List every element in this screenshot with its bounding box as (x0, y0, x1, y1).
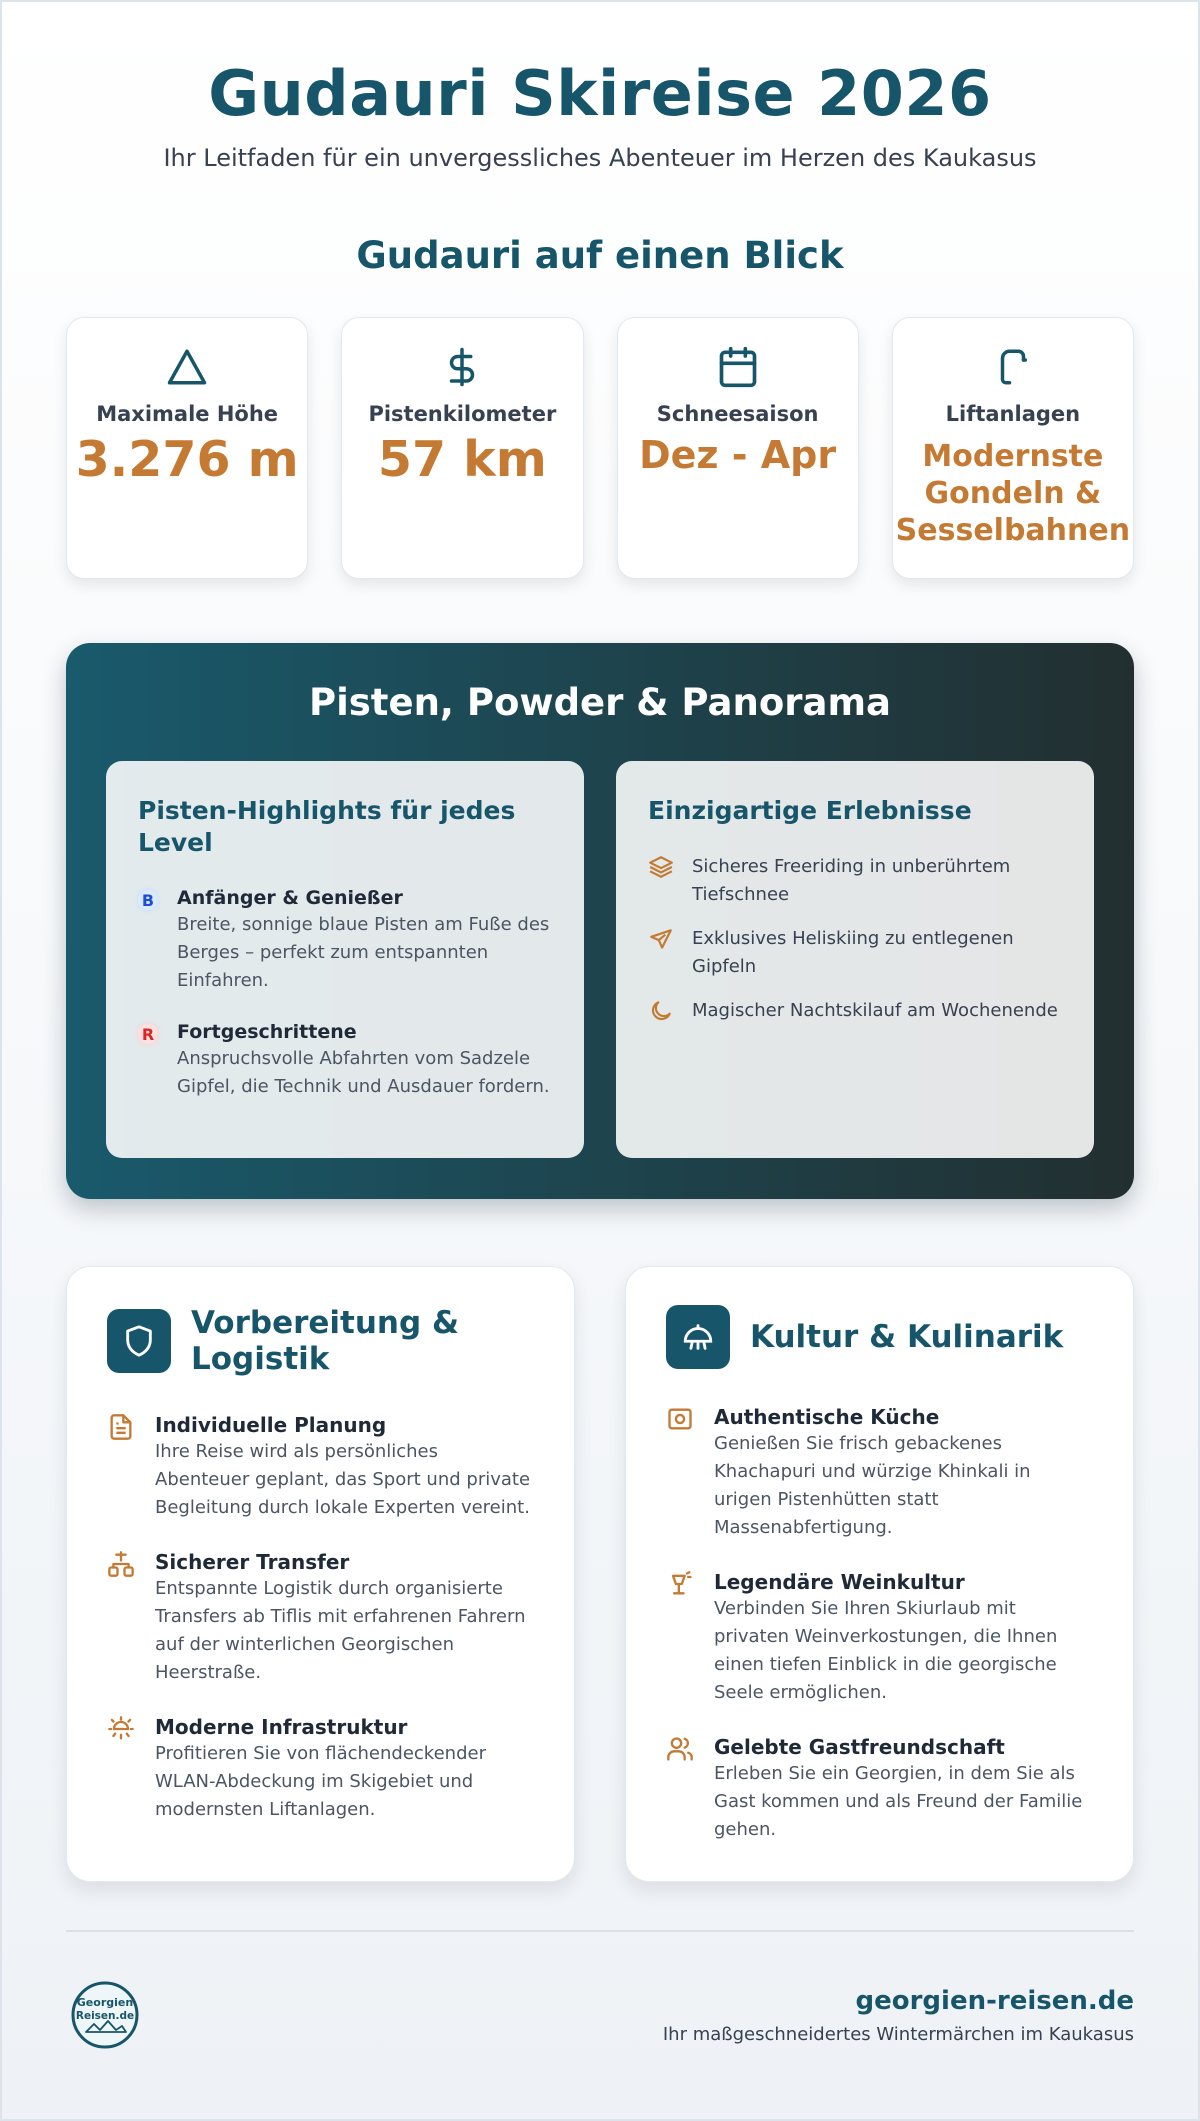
stat-value: 3.276 m (75, 431, 299, 488)
feature-desc: Profitieren Sie von flächendeckender WLAN-Abdeckung im Skigebiet und modernsten Liftanlagen. (155, 1743, 486, 1820)
highlights-card (106, 761, 584, 1158)
feature-desc: Genießen Sie frisch gebackenes Khachapuri und würzige Khinkali in urigen Pistenhütten statt Massenabfertigung. (714, 1433, 1031, 1538)
blue-slope-badge: B (138, 890, 158, 910)
sun-icon (107, 1715, 135, 1743)
cloche-icon (666, 1305, 730, 1369)
page-footer (0, 1932, 1200, 2050)
feature-item (666, 1735, 1093, 1844)
stat-value: Modernste Gondeln & Sesselbahnen (895, 439, 1131, 548)
level-desc: Anspruchsvolle Abfahrten vom Sadzele Gipfel, die Technik und Ausdauer fordern. (177, 1048, 550, 1097)
experiences-list (648, 853, 1062, 1025)
shield-icon (107, 1309, 171, 1373)
level-desc: Breite, sonnige blaue Pisten am Fuße des Berges – perfekt zum entspannten Einfahren. (177, 914, 550, 991)
experience-text: Magischer Nachtskilauf am Wochenende (692, 1000, 1058, 1021)
feature-item (107, 1550, 534, 1687)
red-slope-badge: R (138, 1024, 158, 1044)
experiences-title: Einzigartige Erlebnisse (648, 796, 972, 825)
stat-value: Dez - Apr (639, 433, 837, 477)
slopes-panel-title: Pisten, Powder & Panorama (308, 681, 892, 724)
footer-tagline: Ihr maßgeschneidertes Wintermärchen im Kaukasus (662, 2023, 1134, 2045)
stat-value: 57 km (377, 431, 547, 488)
stats-row (0, 317, 1200, 579)
feature-desc: Verbinden Sie Ihren Skiurlaub mit privaten Weinverkostungen, die Ihnen einen tiefen Einblick in die georgische Seele ermöglichen. (714, 1598, 1058, 1703)
cable-car-icon (893, 344, 1133, 390)
feature-desc: Entspannte Logistik durch organisierte Transfers ab Tiflis mit erfahrenen Fahrern auf der winterlichen Georgischen Heerstraße. (155, 1578, 526, 1683)
logistics-list (107, 1413, 534, 1824)
route-icon (107, 1550, 135, 1578)
stat-label: Maximale Höhe (96, 402, 279, 426)
layers-icon (648, 854, 674, 880)
level-title: Anfänger & Genießer (177, 887, 403, 909)
footer-domain-link[interactable]: georgien-reisen.de (855, 1985, 1134, 2016)
calendar-icon (618, 344, 858, 390)
culture-title: Kultur & Kulinarik (750, 1319, 1064, 1355)
experience-text: Exklusives Heliskiing zu entlegenen Gipfeln (692, 928, 1014, 977)
stat-card-lifts (892, 317, 1134, 579)
logistics-card (66, 1266, 575, 1882)
stat-card-season (617, 317, 859, 579)
feature-item (107, 1413, 534, 1522)
footer-info (663, 1986, 1134, 2045)
feature-title: Individuelle Planung (155, 1413, 387, 1437)
page-header (0, 0, 1200, 172)
feature-title: Legendäre Weinkultur (714, 1570, 965, 1594)
culture-list (666, 1405, 1093, 1844)
feature-desc: Erleben Sie ein Georgien, in dem Sie als Gast kommen und als Freund der Familie gehen. (714, 1763, 1083, 1840)
svg-text:Georgien: Georgien (76, 1996, 134, 2009)
feature-title: Moderne Infrastruktur (155, 1715, 408, 1739)
feature-title: Gelebte Gastfreundschaft (714, 1735, 1005, 1759)
feature-item (666, 1405, 1093, 1542)
info-cards-row (0, 1266, 1200, 1882)
feature-item (666, 1570, 1093, 1707)
wine-icon (666, 1570, 694, 1598)
level-item (138, 887, 552, 995)
stat-card-height (66, 317, 308, 579)
feature-desc: Ihre Reise wird als persönliches Abenteuer geplant, das Sport und private Begleitung durch lokale Experten vereint. (155, 1441, 531, 1518)
page-subtitle: Ihr Leitfaden für ein unvergessliches Abenteuer im Herzen des Kaukasus (163, 144, 1037, 172)
feature-title: Authentische Küche (714, 1405, 940, 1429)
page-title: Gudauri Skireise 2026 (208, 57, 992, 130)
feature-title: Sicherer Transfer (155, 1550, 350, 1574)
moon-icon (648, 998, 674, 1024)
experiences-card (616, 761, 1094, 1158)
stat-label: Schneesaison (656, 402, 819, 426)
dollar-icon (342, 344, 582, 390)
experience-text: Sicheres Freeriding in unberührtem Tiefschnee (692, 856, 1011, 905)
stat-card-km (341, 317, 583, 579)
experience-item (648, 925, 1062, 981)
experience-item (648, 853, 1062, 909)
highlights-title: Pisten-Highlights für jedes Level (138, 796, 516, 857)
logistics-title: Vorbereitung & Logistik (191, 1305, 460, 1377)
food-icon (666, 1405, 694, 1433)
slopes-panel-row (106, 761, 1094, 1158)
slopes-panel (66, 643, 1134, 1199)
stat-label: Pistenkilometer (368, 402, 557, 426)
helicopter-icon (648, 926, 674, 952)
level-title: Fortgeschrittene (177, 1021, 357, 1043)
mountain-triangle-icon (67, 344, 307, 390)
document-icon (107, 1413, 135, 1441)
georgien-reisen-logo[interactable] (70, 1980, 140, 2050)
users-icon (666, 1735, 694, 1763)
culture-header (666, 1305, 1093, 1369)
logistics-header (107, 1305, 534, 1377)
feature-item (107, 1715, 534, 1824)
stat-label: Liftanlagen (945, 402, 1081, 426)
culture-card (625, 1266, 1134, 1882)
experience-item (648, 997, 1062, 1025)
svg-text:Reisen.de: Reisen.de (75, 2010, 135, 2022)
overview-title: Gudauri auf einen Blick (356, 234, 844, 277)
level-item (138, 1021, 552, 1101)
